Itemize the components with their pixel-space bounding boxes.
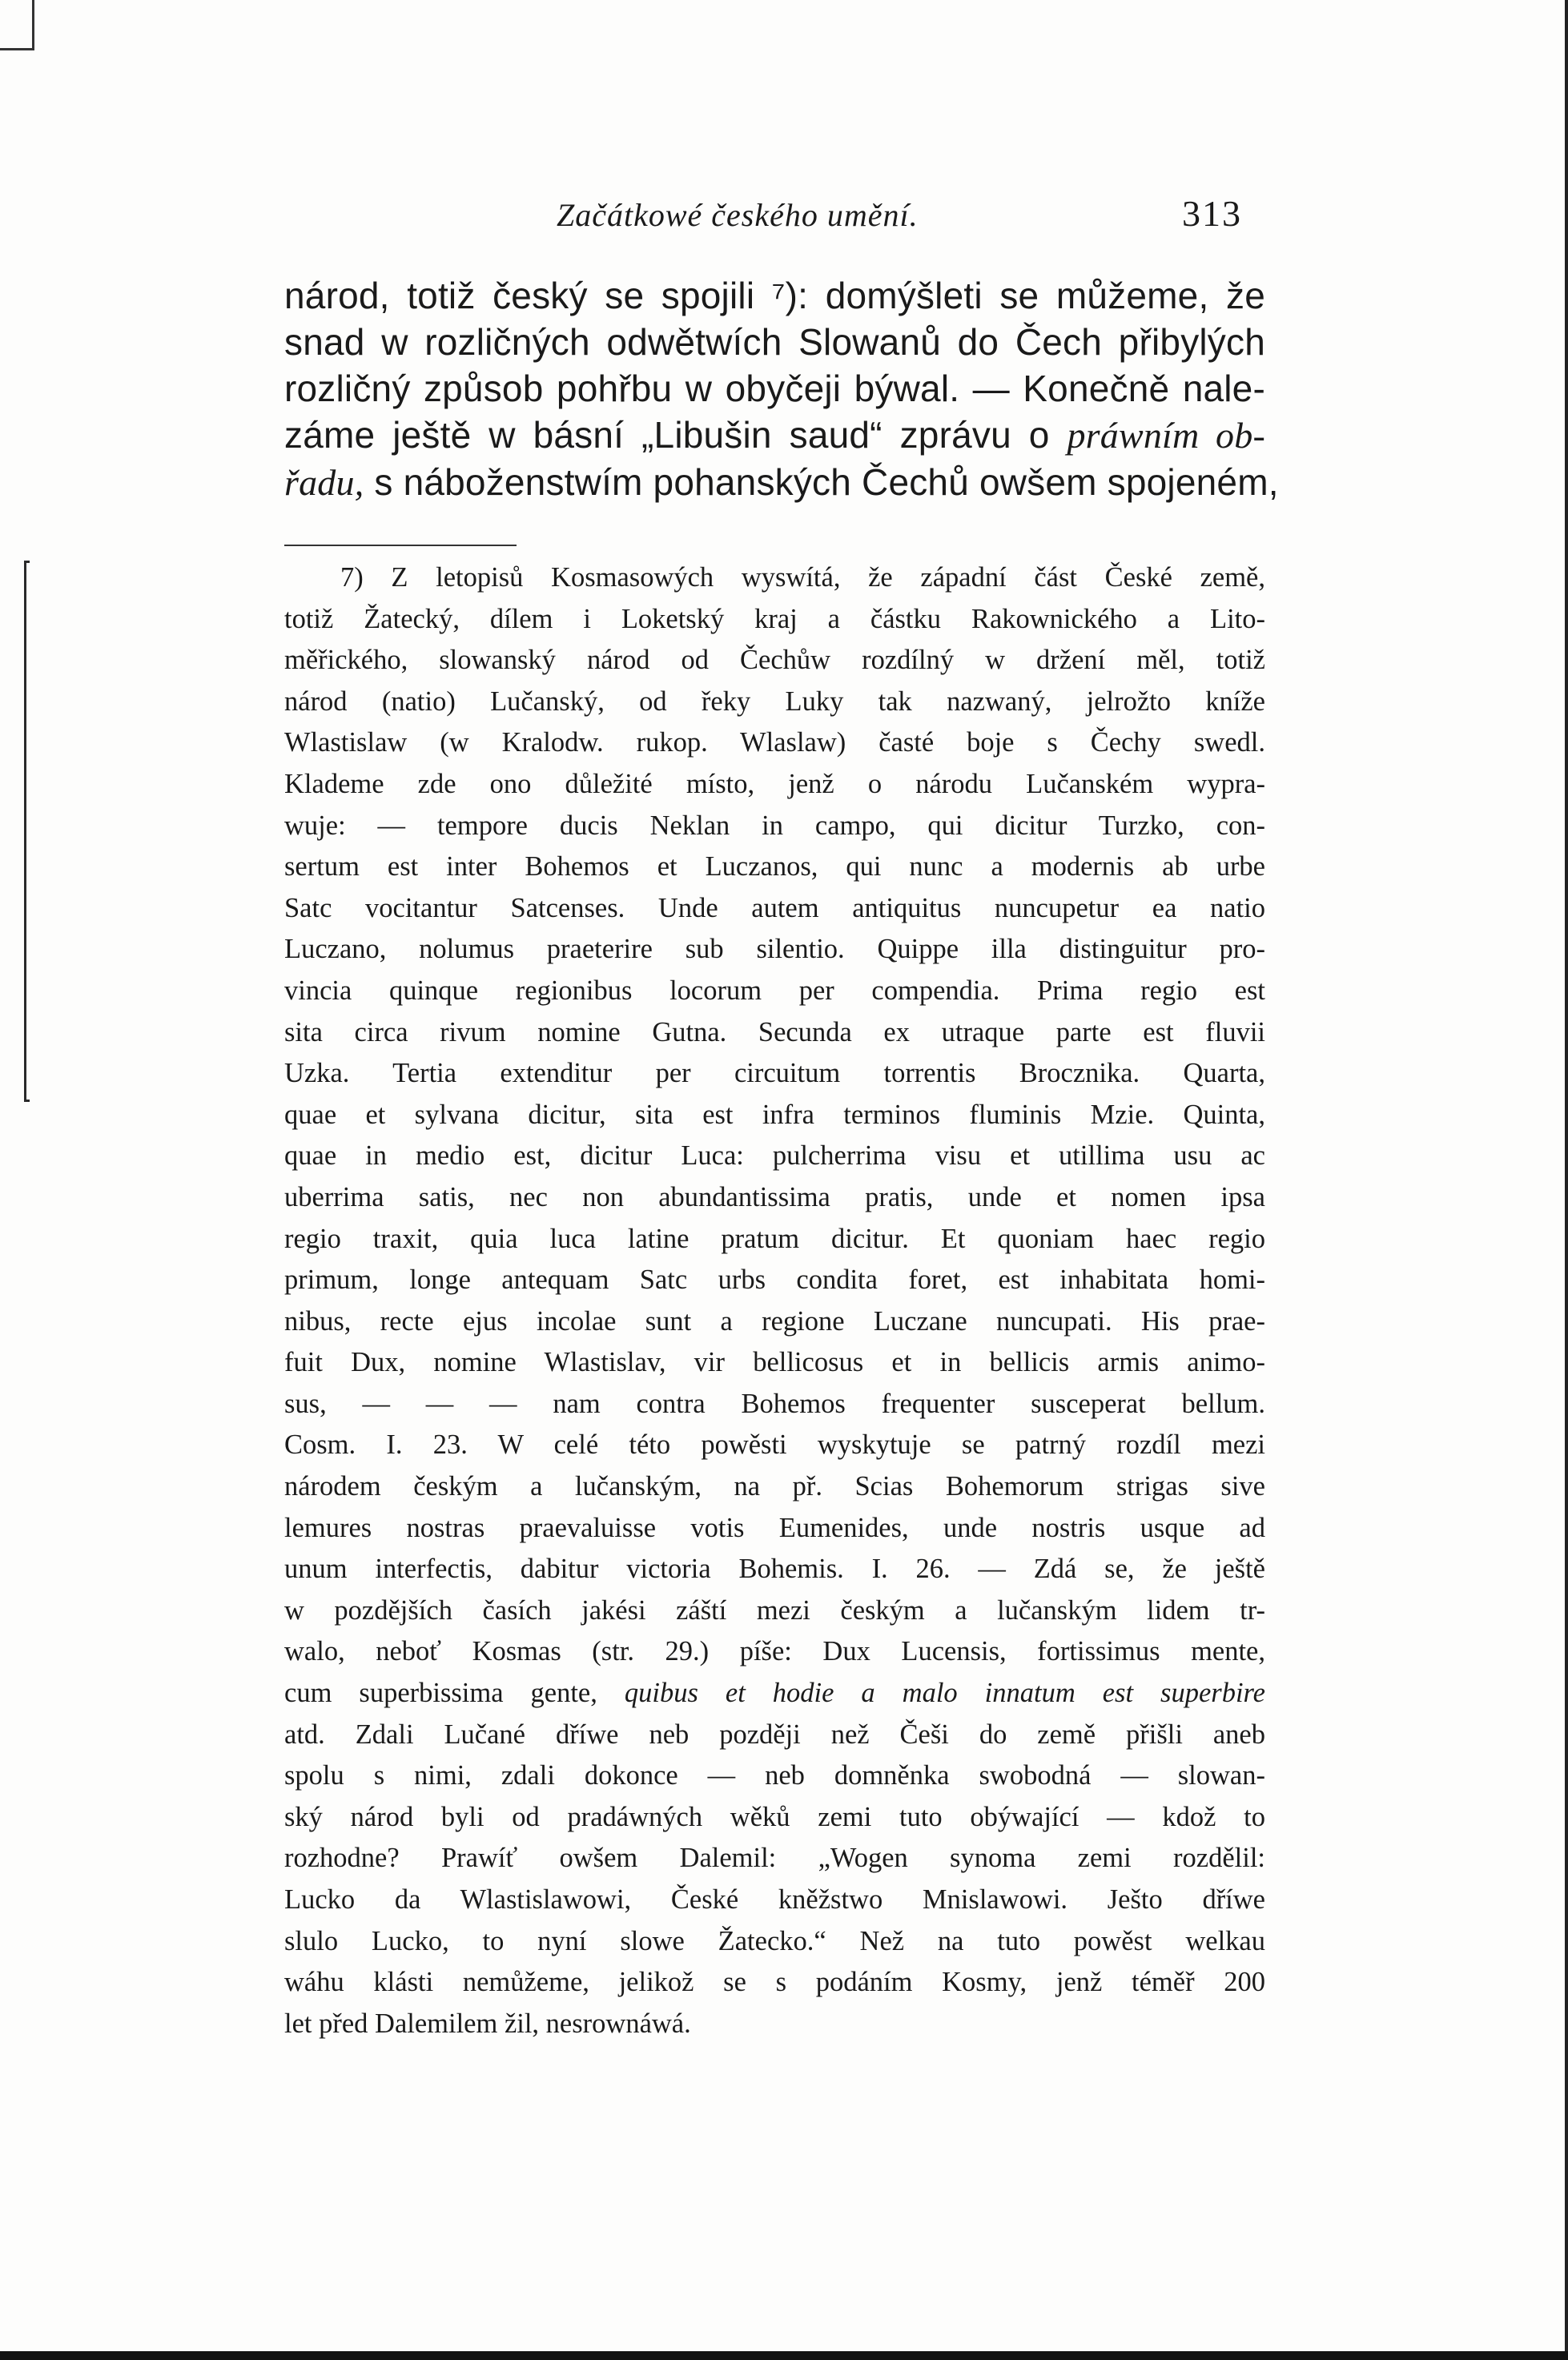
footnote-line-with-italic [284, 1673, 1265, 1715]
footnote-rule [284, 545, 517, 546]
main-text [284, 272, 1279, 506]
main-italic: řadu, [284, 462, 364, 503]
main-line-part: záme ještě w básní „Libušin saud“ zprávu o [284, 414, 1050, 456]
footnote-line: quae et sylvana dicitur, sita est infra terminos fluminis Mzie. Quinta, [284, 1099, 1265, 1130]
footnote-line: Wlastislaw (w Kralodw. rukop. Wlaslaw) časté boje s Čechy swedl. [284, 727, 1265, 758]
main-italic: práwním ob- [1067, 415, 1265, 456]
footnote-line: lemures nostras praevaluisse votis Eumenides, unde nostris usque ad [284, 1512, 1265, 1543]
footnote-line: ský národ byli od pradáwných wěků zemi tuto obýwající — kdož to [284, 1801, 1265, 1832]
footnote-line: regio traxit, quia luca latine pratum dicitur. Et quoniam haec regio [284, 1223, 1265, 1254]
footnote-line: měřického, slowanský národ od Čechůw rozdílný w držení měl, totiž [284, 645, 1265, 676]
footnote-line: sertum est inter Bohemos et Luczanos, qui nunc a modernis ab urbe [284, 851, 1265, 882]
footnote-line: Klademe zde ono důležité místo, jenž o národu Lučanském wypra- [284, 768, 1265, 799]
footnote-line: sus, — — — nam contra Bohemos frequenter susceperat bellum. [284, 1388, 1265, 1419]
footnote-line: nibus, recte ejus incolae sunt a regione Luczane nuncupati. His prae- [284, 1305, 1265, 1337]
footnote-line: sita circa rivum nomine Gutna. Secunda ex utraque parte est fluvii [284, 1016, 1265, 1047]
footnote-line: národem českým a lučanským, na př. Scias Bohemorum strigas sive [284, 1471, 1265, 1502]
footnote-line: walo, neboť Kosmas (str. 29.) píše: Dux Lucensis, fortissimus mente, [284, 1636, 1265, 1667]
footnote-line: primum, longe antequam Satc urbs condita foret, est inhabitata homi- [284, 1264, 1265, 1296]
main-line-with-italic [284, 459, 1279, 506]
scan-artifact-bracket [24, 561, 30, 1102]
footnote-line: wuje: — tempore ducis Neklan in campo, qui dicitur Turzko, con- [284, 810, 1265, 841]
footnote-line: Lucko da Wlastislawowi, České kněžstwo Mnislawowi. Ješto dříwe [284, 1884, 1265, 1915]
main-line-part: s náboženstwím pohanských Čechů owšem spojeném, [364, 461, 1279, 503]
footnote-line: vincia quinque regionibus locorum per compendia. Prima regio est [284, 975, 1265, 1006]
page-number: 313 [1182, 193, 1242, 234]
scan-artifact-right-edge [1565, 0, 1568, 2360]
scan-artifact-corner [0, 0, 34, 50]
main-line: rozličný způsob pohřbu w obyčeji býwal. — Konečně nale- [284, 368, 1265, 409]
footnote-line: let před Dalemilem žil, nesrownáwá. [284, 2008, 691, 2039]
footnote-line: slulo Lucko, to nyní slowe Žatecko.“ Než na tuto powěst welkau [284, 1925, 1265, 1956]
footnote-line: Cosm. I. 23. W celé této powěsti wyskytuje se patrný rozdíl mezi [284, 1429, 1265, 1461]
footnote [284, 557, 1265, 2044]
footnote-line: 7) Z letopisů Kosmasowých wyswítá, že západní část České země, [340, 562, 1265, 593]
footnote-line: atd. Zdali Lučané dříwe neb později než Češi do země přišli aneb [284, 1719, 1265, 1750]
running-head: Začátkowé českého umění. [557, 197, 919, 233]
footnote-line: unum interfectis, dabitur victoria Bohemis. I. 26. — Zdá se, že ještě [284, 1554, 1265, 1585]
footnote-line: quae in medio est, dicitur Luca: pulcherrima visu et utillima usu ac [284, 1140, 1265, 1172]
main-line-with-italic [284, 412, 1265, 459]
footnote-italic: quibus et hodie a malo innatum est superbire [624, 1678, 1265, 1709]
footnote-line: w pozdějších časích jakési záští mezi českým a lučanským lidem tr- [284, 1594, 1265, 1626]
footnote-line: rozhodne? Prawíť owšem Dalemil: „Wogen synoma zemi rozdělil: [284, 1843, 1265, 1874]
footnote-line: spolu s nimi, zdali dokonce — neb domněnka swobodná — slowan- [284, 1760, 1265, 1791]
footnote-line: wáhu klásti nemůžeme, jelikož se s podáním Kosmy, jenž téměř 200 [284, 1967, 1265, 1998]
footnote-line: Satc vocitantur Satcenses. Unde autem antiquitus nuncupetur ea natio [284, 892, 1265, 923]
footnote-line: uberrima satis, nec non abundantissima pratis, unde et nomen ipsa [284, 1181, 1265, 1212]
footnote-line: fuit Dux, nomine Wlastislav, vir bellicosus et in bellicis armis animo- [284, 1347, 1265, 1378]
footnote-line: Luczano, nolumus praeterire sub silentio. Quippe illa distinguitur pro- [284, 934, 1265, 965]
footnote-line: Uzka. Tertia extenditur per circuitum torrentis Brocznika. Quarta, [284, 1058, 1265, 1089]
footnote-line: národ (natio) Lučanský, od řeky Luky tak nazwaný, jelrožto kníže [284, 685, 1265, 717]
main-line: národ, totiž český se spojili ⁷): domýšleti se můžeme, že [284, 275, 1265, 316]
main-line: snad w rozličných odwětwích Slowanů do Čech přibylých [284, 321, 1265, 363]
scan-artifact-bottom-edge [0, 2351, 1568, 2360]
footnote-line: totiž Žatecký, dílem i Loketský kraj a částku Rakownického a Lito- [284, 603, 1265, 634]
footnote-line-part: cum superbissima gente, [284, 1678, 597, 1709]
